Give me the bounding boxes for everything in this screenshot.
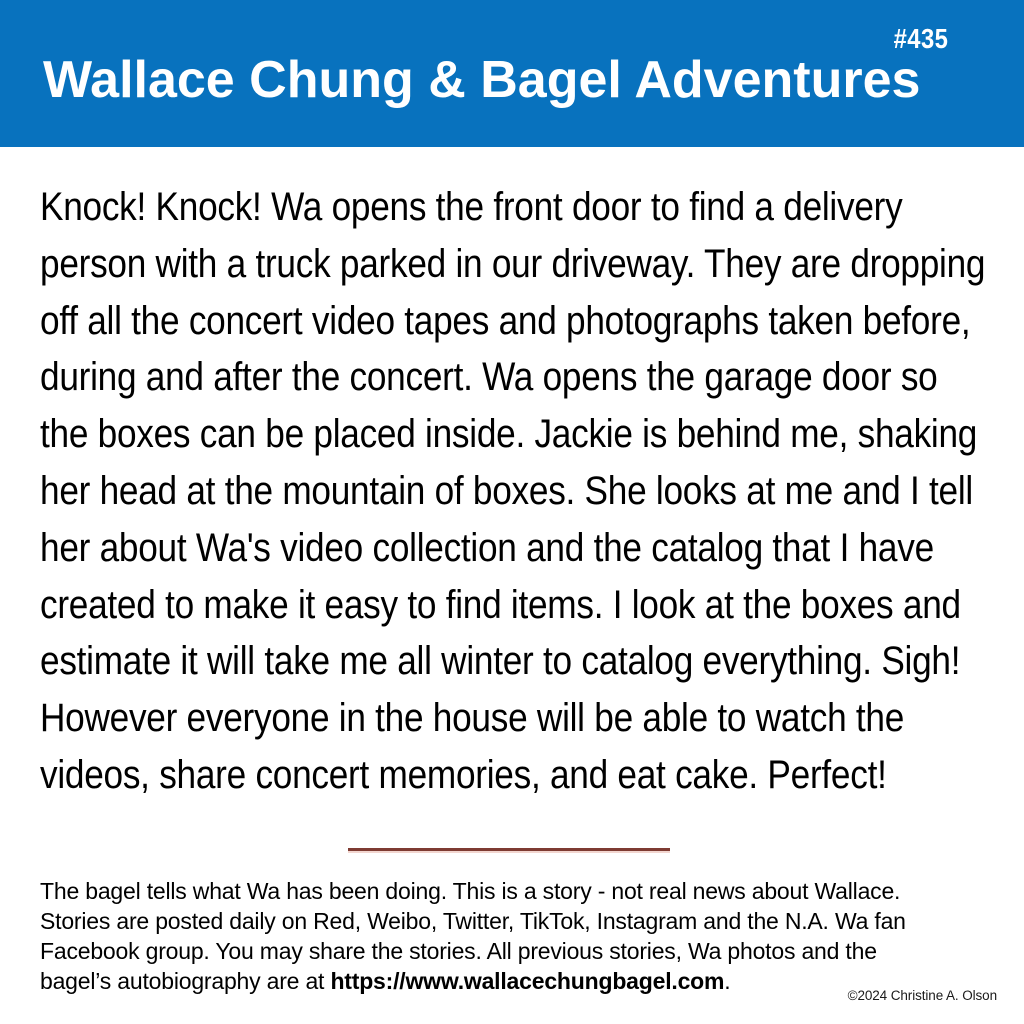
footer-url-suffix: . [724,968,731,994]
story-text [40,179,1024,804]
story-line: estimate it will take me all winter to catalog everything. Sigh! [40,639,961,684]
header-banner [0,0,1024,147]
footer-url-prefix: bagel’s autobiography are at [40,968,331,994]
website-url: https://www.wallacechungbagel.com [330,968,725,994]
story-line: videos, share concert memories, and eat cake. Perfect! [40,752,887,797]
story-line: Knock! Knock! Wa opens the front door to find a delivery [40,185,903,229]
story-line: her head at the mountain of boxes. She looks at me and I tell [40,468,973,513]
story-line: during and after the concert. Wa opens the garage door so [40,355,938,400]
page-title: Wallace Chung & Bagel Adventures [43,51,921,109]
footer-note [40,876,990,996]
footer-line: Facebook group. You may share the stories. All previous stories, Wa photos and the [40,938,877,964]
story-line: person with a truck parked in our driveway. They are dropping [40,241,986,286]
copyright-notice: ©2024 Christine A. Olson [847,988,997,1003]
story-line: off all the concert video tapes and photographs taken before, [40,298,971,343]
story-line: However everyone in the house will be able to watch the [40,696,905,741]
story-line: created to make it easy to find items. I look at the boxes and [40,582,961,627]
horizontal-divider [348,848,670,853]
story-line: the boxes can be placed inside. Jackie is behind me, shaking [40,412,978,457]
footer-line: Stories are posted daily on Red, Weibo, Twitter, TikTok, Instagram and the N.A. Wa fan [40,908,906,934]
story-line: her about Wa's video collection and the catalog that I have [40,525,934,570]
footer-line: The bagel tells what Wa has been doing. This is a story - not real news about Wallace. [40,878,901,904]
issue-number: #435 [893,23,948,54]
